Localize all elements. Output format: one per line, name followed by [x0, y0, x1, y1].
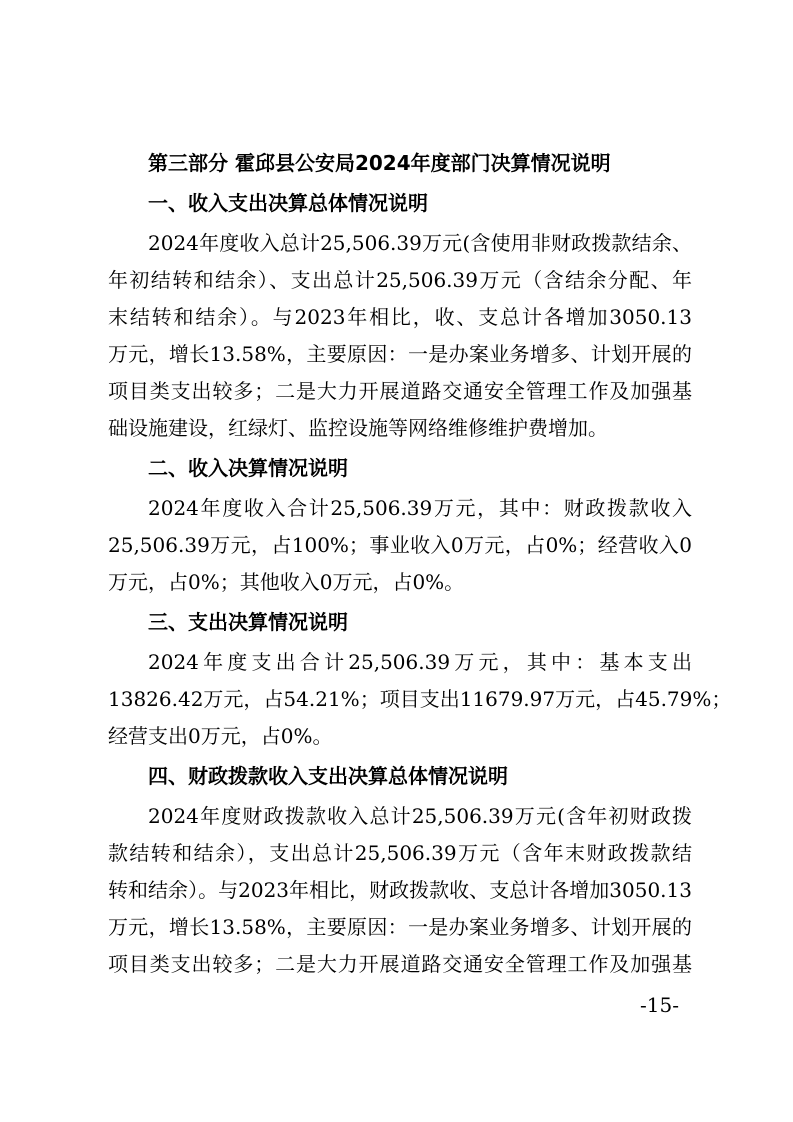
paragraph-line: 万元，增长13.58%，主要原因：一是办案业务增多、计划开展的: [108, 915, 692, 939]
paragraph-line: 经营支出0万元，占0%。: [108, 724, 333, 748]
paragraph-line: 款结转和结余），支出总计25,506.39万元（含年末财政拨款结: [108, 841, 692, 865]
section-heading: 二、收入决算情况说明: [148, 456, 348, 480]
page-number: -15-: [640, 993, 679, 1017]
paragraph-line: 2024年度财政拨款收入总计25,506.39万元(含年初财政拨: [148, 804, 692, 828]
section-heading: 一、收入支出决算总体情况说明: [148, 191, 428, 215]
paragraph-line: 末结转和结余）。与2023年相比，收、支总计各增加3050.13: [108, 305, 692, 329]
paragraph-line: 年初结转和结余）、支出总计25,506.39万元（含结余分配、年: [108, 268, 692, 292]
paragraph-line: 2024年度支出合计25,506.39万元，其中：基本支出: [148, 650, 692, 674]
paragraph-line: 项目类支出较多；二是大力开展道路交通安全管理工作及加强基: [108, 952, 692, 976]
paragraph-line: 2024年度收入总计25,506.39万元(含使用非财政拨款结余、: [148, 231, 692, 255]
section-heading: 四、财政拨款收入支出决算总体情况说明: [148, 764, 508, 788]
paragraph-line: 25,506.39万元，占100%；事业收入0万元，占0%；经营收入0: [108, 533, 692, 557]
paragraph-line: 转和结余）。与2023年相比，财政拨款收、支总计各增加3050.13: [108, 878, 692, 902]
section-heading: 三、支出决算情况说明: [148, 610, 348, 634]
paragraph-line: 础设施建设，红绿灯、监控设施等网络维修维护费增加。: [108, 416, 608, 440]
paragraph-line: 2024年度收入合计25,506.39万元，其中：财政拨款收入: [148, 496, 692, 520]
paragraph-line: 万元，占0%；其他收入0万元，占0%。: [108, 570, 465, 594]
paragraph-line: 万元，增长13.58%，主要原因：一是办案业务增多、计划开展的: [108, 342, 692, 366]
paragraph-line: 13826.42万元，占54.21%；项目支出11679.97万元，占45.79%；: [108, 687, 732, 711]
paragraph-line: 项目类支出较多；二是大力开展道路交通安全管理工作及加强基: [108, 379, 692, 403]
page-title: 第三部分 霍邱县公安局2024年度部门决算情况说明: [148, 151, 611, 175]
